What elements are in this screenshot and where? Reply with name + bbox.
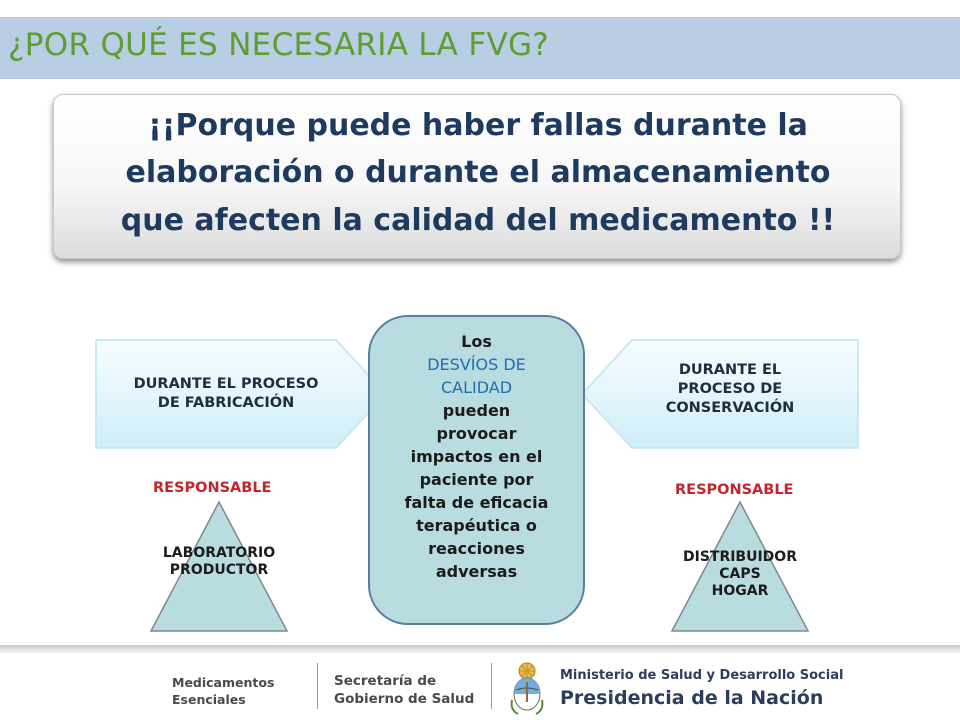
right-triangle-line-1: DISTRIBUIDOR bbox=[682, 549, 797, 565]
coat-of-arms-icon bbox=[506, 660, 548, 716]
footer-org-2 bbox=[334, 672, 474, 708]
center-line-1: Los bbox=[461, 332, 492, 351]
left-triangle-line-2: PRODUCTOR bbox=[169, 562, 269, 578]
right-triangle-line-2: CAPS bbox=[719, 566, 761, 582]
footer-divider-2 bbox=[491, 663, 492, 709]
footer-org-1 bbox=[172, 674, 274, 708]
center-line-10: reacciones bbox=[428, 539, 525, 558]
right-responsible-label: RESPONSABLE bbox=[675, 482, 794, 498]
right-triangle-line-3: HOGAR bbox=[711, 583, 769, 599]
center-highlight-1: DESVÍOS DE bbox=[427, 355, 526, 374]
left-responsible-label: RESPONSABLE bbox=[153, 480, 272, 496]
right-arrow-line-2: PROCESO DE bbox=[677, 381, 783, 397]
right-arrow-line-1: DURANTE EL bbox=[678, 362, 782, 378]
footer-separator bbox=[0, 645, 960, 653]
callout-line-1: ¡¡Porque puede haber fallas durante la bbox=[148, 108, 808, 143]
footer-presidency: Presidencia de la Nación bbox=[560, 687, 824, 709]
footer-org-1-line-2: Esenciales bbox=[172, 692, 246, 707]
center-line-6: impactos en el bbox=[410, 447, 543, 466]
center-text bbox=[372, 330, 581, 583]
center-line-5: provocar bbox=[436, 424, 517, 443]
left-triangle-line-1: LABORATORIO bbox=[162, 545, 276, 561]
footer-org-2-line-1: Secretaría de bbox=[334, 673, 437, 689]
left-arrow-line-1: DURANTE EL PROCESO bbox=[133, 376, 319, 392]
center-line-7: paciente por bbox=[419, 470, 534, 489]
footer-ministry: Ministerio de Salud y Desarrollo Social bbox=[560, 668, 844, 683]
left-arrow-line-2: DE FABRICACIÓN bbox=[157, 395, 295, 411]
callout-line-2: elaboración o durante el almacenamiento bbox=[125, 155, 831, 190]
center-line-4: pueden bbox=[442, 401, 511, 420]
right-arrow-label bbox=[630, 361, 830, 418]
main-callout bbox=[53, 94, 901, 259]
right-triangle-label bbox=[669, 549, 811, 600]
center-line-9: terapéutica o bbox=[416, 516, 537, 535]
center-line-11: adversas bbox=[435, 562, 518, 581]
page-title: ¿POR QUÉ ES NECESARIA LA FVG? bbox=[8, 27, 550, 63]
center-highlight-2: CALIDAD bbox=[440, 378, 513, 397]
left-arrow-label bbox=[106, 375, 346, 413]
callout-line-3: que afecten la calidad del medicamento !! bbox=[120, 203, 836, 238]
footer-org-2-line-2: Gobierno de Salud bbox=[334, 691, 475, 707]
center-line-8: falta de eficacia bbox=[404, 493, 549, 512]
footer-divider-1 bbox=[317, 663, 318, 709]
footer-org-1-line-1: Medicamentos bbox=[172, 675, 275, 690]
left-triangle-label bbox=[148, 545, 290, 579]
right-arrow-line-3: CONSERVACIÓN bbox=[665, 400, 795, 416]
